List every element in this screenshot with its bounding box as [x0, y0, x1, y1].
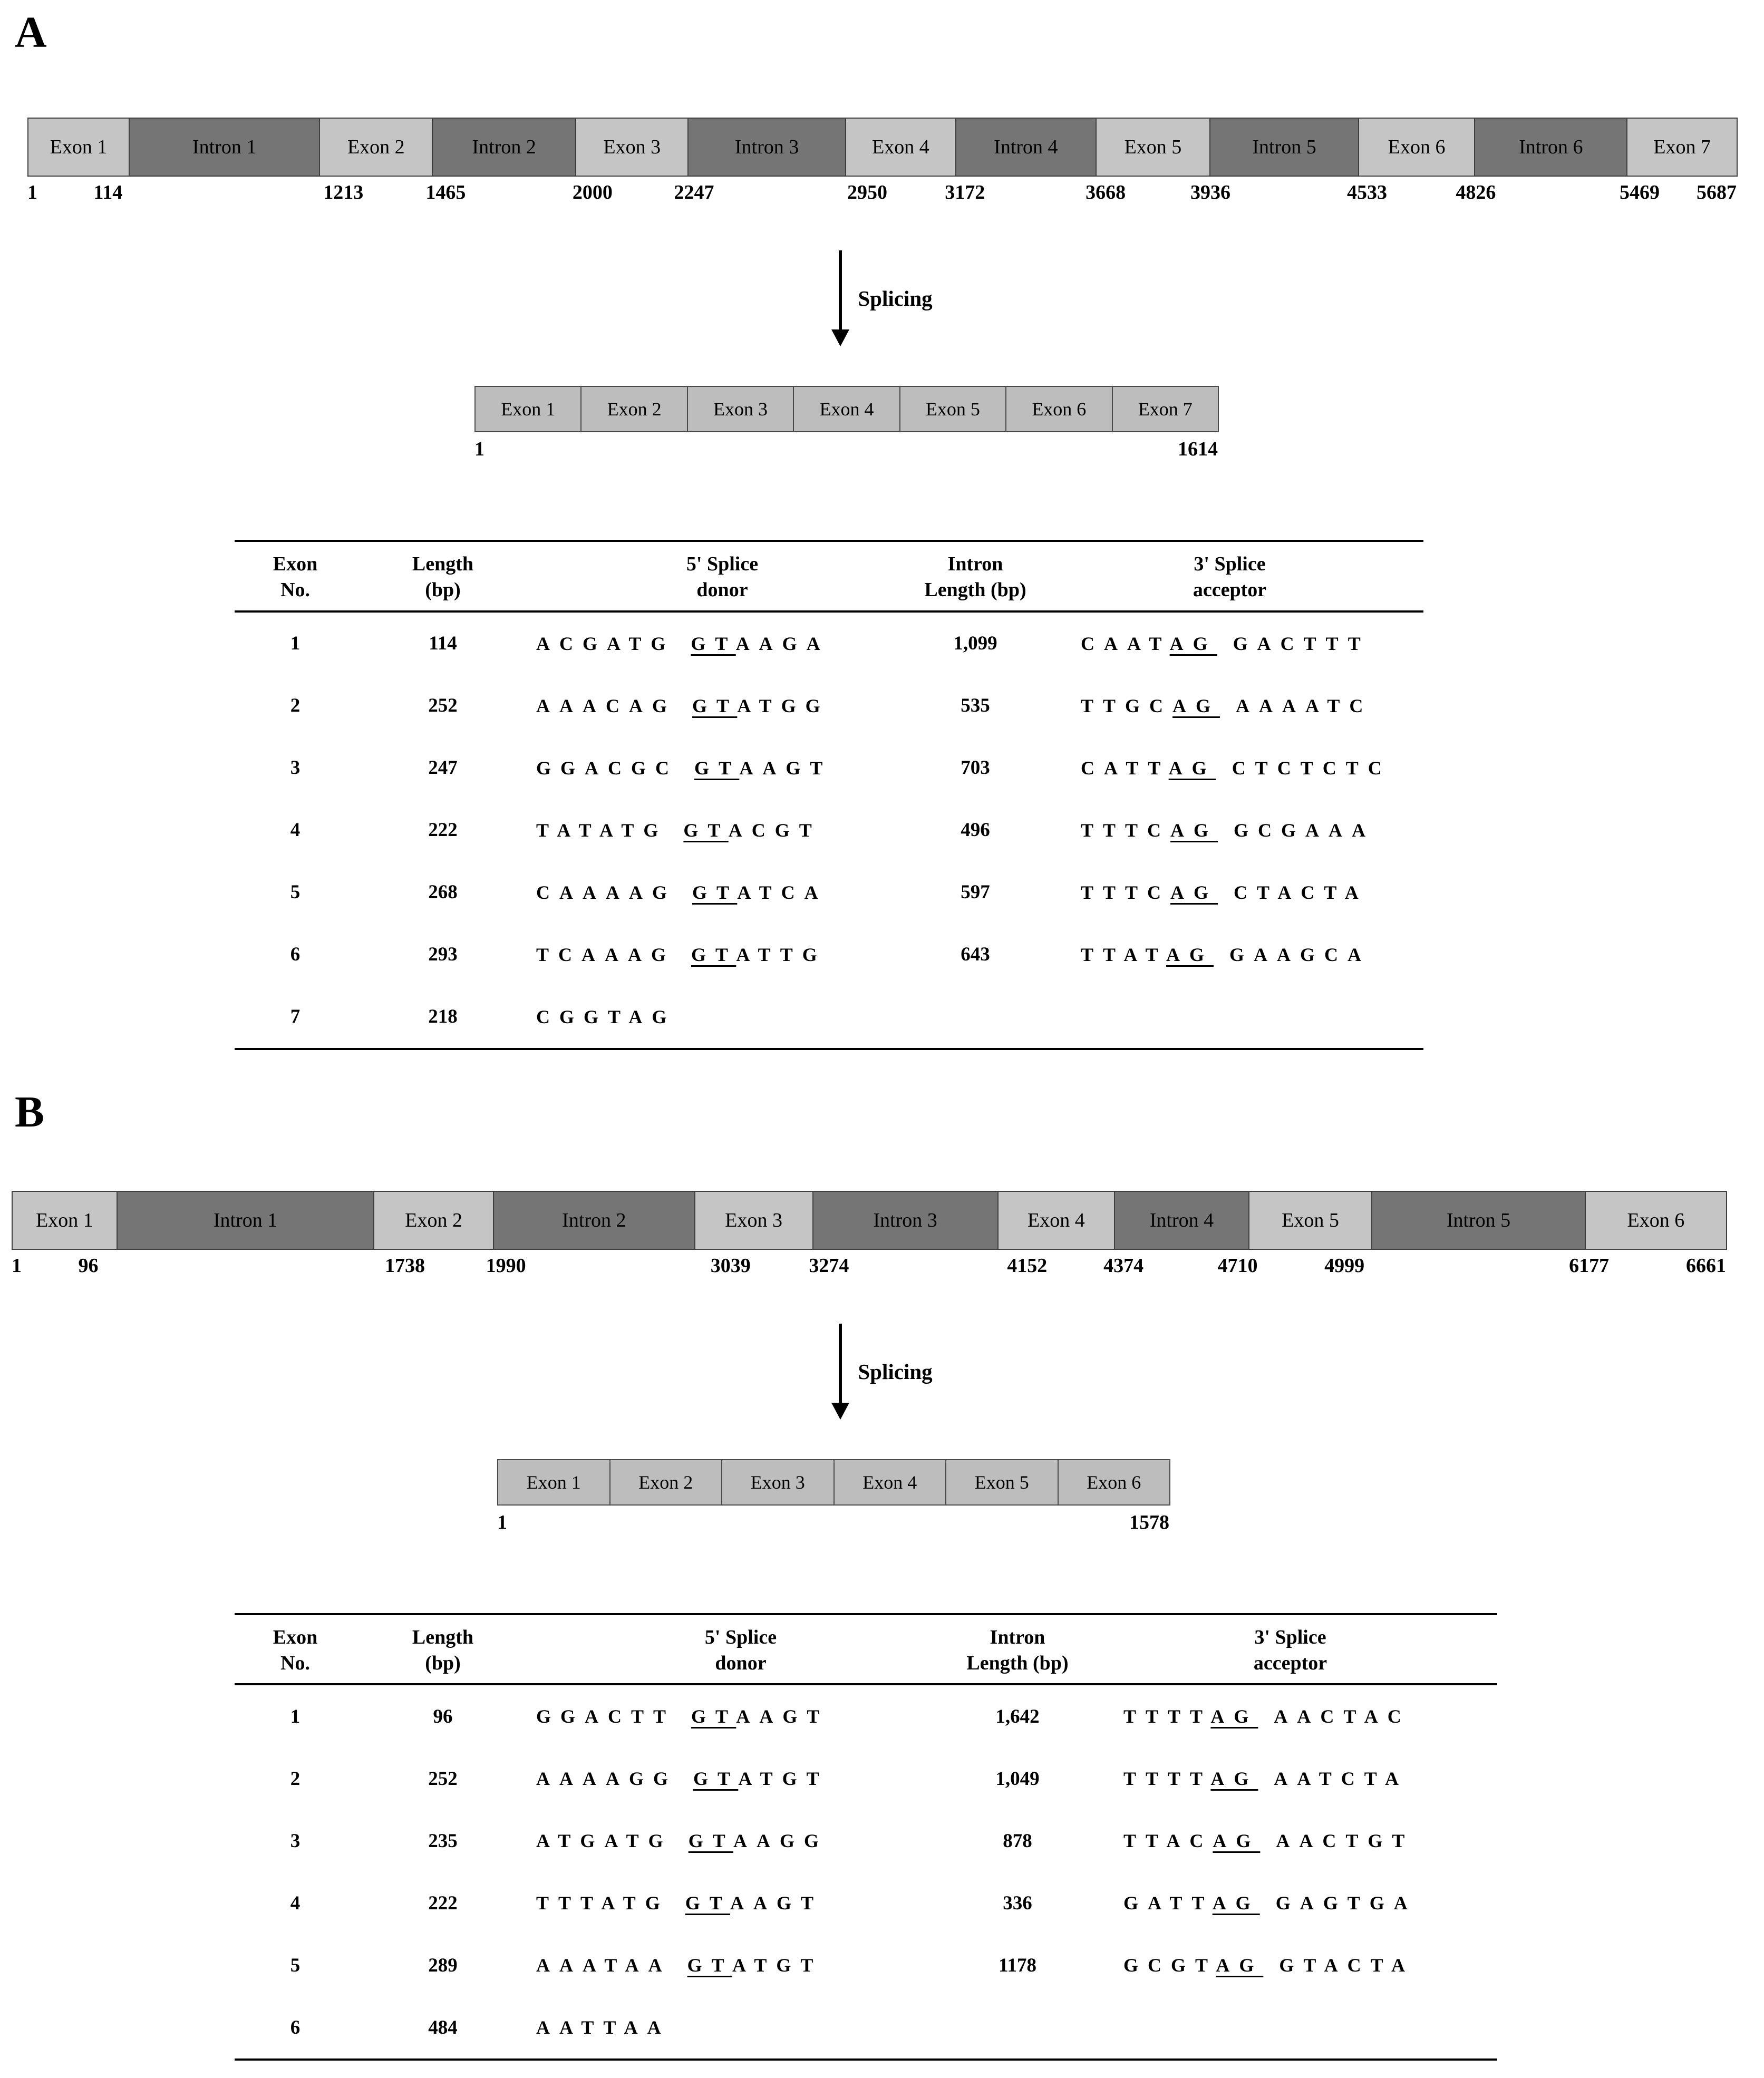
exon-number-cell: 2 — [290, 695, 301, 717]
splicing-label-a: Splicing — [858, 286, 933, 311]
donor-sequence-cell — [530, 944, 915, 966]
splice-site-dinucleotide: AG — [1210, 1768, 1258, 1790]
position-label: 2000 — [572, 181, 613, 204]
sequence-text: GACTTT — [1233, 633, 1370, 654]
sequence-text: TTTT — [1123, 1706, 1211, 1727]
position-label: 1 — [12, 1255, 22, 1277]
intron-length-cell: 703 — [961, 757, 990, 779]
sequence-text: AAGT — [730, 1892, 823, 1914]
column-header-line: 3' Splice — [1194, 553, 1266, 576]
splice-site-dinucleotide: AG — [1212, 1892, 1260, 1914]
arrow-head — [831, 329, 849, 346]
gene-diagram-b — [12, 1191, 1726, 1287]
exon-length-cell: 247 — [428, 757, 458, 779]
sequence-text: GGACGC — [536, 757, 679, 779]
column-header-line: acceptor — [1253, 1652, 1327, 1674]
position-label: 5469 — [1619, 181, 1660, 204]
mrna-diagram-a — [474, 386, 1218, 461]
gene-bar-a — [27, 118, 1737, 177]
splice-site-dinucleotide: GT — [688, 1830, 734, 1852]
splice-site-dinucleotide: GT — [693, 1768, 739, 1790]
exon-length-cell: 293 — [428, 944, 458, 966]
sequence-text: GCGAAA — [1234, 819, 1375, 841]
exon-number-cell: 2 — [290, 1768, 301, 1790]
table-row — [235, 737, 1423, 799]
sequence-text: ACGATG — [536, 633, 675, 654]
exon-length-cell: 484 — [428, 2016, 458, 2038]
table-row — [235, 986, 1423, 1048]
splice-site-dinucleotide: GT — [691, 633, 736, 654]
panel-b-label: B — [15, 1087, 45, 1137]
intron-length-cell: 878 — [1003, 1830, 1032, 1852]
sequence-text: CAAT — [1081, 633, 1170, 654]
intron-length-cell: 643 — [961, 944, 990, 966]
splice-site-dinucleotide: AG — [1172, 695, 1220, 716]
arrow-line — [839, 250, 842, 329]
sequence-text: GAAGCA — [1229, 944, 1371, 965]
gene-segment-intron-3: Intron 3 — [687, 118, 846, 177]
position-label: 1213 — [323, 181, 364, 204]
splice-site-dinucleotide: GT — [685, 1892, 731, 1914]
sequence-text: TTGC — [1081, 695, 1173, 716]
splicing-step-b — [831, 1324, 932, 1420]
position-label: 4533 — [1346, 181, 1387, 204]
splice-site-table-b — [235, 1613, 1497, 2061]
column-header-line: donor — [696, 579, 748, 601]
donor-sequence-cell — [530, 633, 915, 655]
splice-site-dinucleotide: GT — [683, 819, 729, 841]
gene-segment-intron-5: Intron 5 — [1371, 1191, 1586, 1250]
gene-diagram-a — [27, 118, 1737, 213]
mrna-bar-b — [497, 1459, 1169, 1506]
sequence-text: TTAC — [1123, 1830, 1213, 1852]
column-header — [356, 1625, 530, 1676]
exon-number-cell: 3 — [290, 757, 301, 779]
column-header — [530, 1625, 952, 1676]
splice-site-dinucleotide: AG — [1169, 633, 1217, 654]
arrow-down-icon — [831, 250, 849, 346]
column-header-line: 5' Splice — [704, 1626, 777, 1649]
column-header-line: Intron — [990, 1626, 1045, 1649]
acceptor-sequence-cell — [1083, 1892, 1497, 1914]
gene-segment-intron-4: Intron 4 — [1114, 1191, 1249, 1250]
acceptor-sequence-cell — [1083, 1830, 1497, 1852]
column-header-line: 5' Splice — [686, 553, 759, 576]
sequence-text: ATTG — [736, 944, 827, 965]
donor-sequence-cell — [530, 695, 915, 717]
sequence-text: ACGT — [728, 819, 821, 841]
splice-site-table-a — [235, 540, 1423, 1050]
sequence-text: GATT — [1123, 1892, 1213, 1914]
donor-sequence-cell — [530, 757, 915, 779]
position-label: 6661 — [1686, 1255, 1726, 1277]
column-header — [530, 551, 915, 603]
exon-length-cell: 114 — [429, 633, 457, 655]
position-label: 3274 — [809, 1255, 849, 1277]
exon-number-cell: 1 — [290, 633, 301, 655]
splice-site-dinucleotide: AG — [1168, 757, 1216, 779]
exon-number-cell: 5 — [290, 881, 301, 904]
sequence-text: AAGG — [733, 1830, 829, 1852]
intron-length-cell: 1,099 — [953, 633, 997, 655]
splice-site-dinucleotide: AG — [1213, 1830, 1261, 1852]
panel-b — [0, 1088, 1764, 2061]
position-label: 4710 — [1217, 1255, 1258, 1277]
panel-a-label: A — [15, 8, 47, 57]
gene-segment-exon-2: Exon 2 — [319, 118, 433, 177]
gene-segment-exon-5: Exon 5 — [1096, 118, 1211, 177]
table-row — [235, 1747, 1497, 1810]
position-label: 4826 — [1456, 181, 1496, 204]
splice-site-dinucleotide: GT — [687, 1955, 733, 1976]
mrna-end-label-b: 1578 — [1129, 1511, 1169, 1534]
column-header — [915, 551, 1036, 603]
position-label: 96 — [78, 1255, 99, 1277]
exon-length-cell: 235 — [428, 1830, 458, 1852]
position-label: 3172 — [945, 181, 985, 204]
exon-length-cell: 96 — [433, 1705, 453, 1727]
splice-site-dinucleotide: GT — [692, 695, 738, 716]
position-label: 1465 — [425, 181, 466, 204]
exon-length-cell: 289 — [428, 1954, 458, 1976]
gene-segment-exon-7: Exon 7 — [1626, 118, 1738, 177]
acceptor-sequence-cell — [1036, 881, 1423, 904]
intron-length-cell: 1178 — [999, 1954, 1036, 1976]
sequence-text: GGACTT — [536, 1706, 676, 1727]
position-label: 5687 — [1697, 181, 1737, 204]
sequence-text: TTTT — [1123, 1768, 1211, 1790]
gene-segment-exon-1: Exon 1 — [27, 118, 130, 177]
mrna-coordinates-b — [497, 1511, 1169, 1534]
column-header-line: Length — [412, 1626, 474, 1649]
mrna-exon-exon-2: Exon 2 — [609, 1459, 723, 1506]
position-label: 1990 — [486, 1255, 526, 1277]
mrna-exon-exon-4: Exon 4 — [833, 1459, 947, 1506]
column-header-line: Exon — [273, 553, 318, 576]
column-header — [1083, 1625, 1497, 1676]
gene-segment-exon-6: Exon 6 — [1358, 118, 1476, 177]
position-label: 4152 — [1007, 1255, 1048, 1277]
position-label: 6177 — [1569, 1255, 1610, 1277]
table-row — [235, 675, 1423, 737]
gene-segment-exon-2: Exon 2 — [373, 1191, 494, 1250]
exon-length-cell: 218 — [428, 1006, 458, 1028]
gene-positions-a — [27, 180, 1737, 213]
position-label: 3936 — [1190, 181, 1231, 204]
sequence-text: CTCTCTC — [1232, 757, 1391, 779]
arrow-head — [831, 1403, 849, 1420]
sequence-text: AAATAA — [536, 1955, 672, 1976]
position-label: 3039 — [710, 1255, 751, 1277]
position-label: 114 — [93, 181, 123, 204]
donor-sequence-cell — [530, 1768, 952, 1790]
sequence-text: GTACTA — [1279, 1955, 1415, 1976]
sequence-text: ATGATG — [536, 1830, 673, 1852]
splice-site-dinucleotide: AG — [1166, 944, 1214, 965]
panel-a — [0, 8, 1764, 1050]
gene-segment-exon-4: Exon 4 — [997, 1191, 1116, 1250]
arrow-down-icon — [831, 1324, 849, 1420]
sequence-text: GCGT — [1123, 1955, 1216, 1976]
sequence-text: AAAAGG — [536, 1768, 677, 1790]
gene-segment-intron-3: Intron 3 — [812, 1191, 999, 1250]
acceptor-sequence-cell — [1083, 1768, 1497, 1790]
gene-positions-b — [12, 1253, 1726, 1287]
splicing-step-a — [831, 250, 932, 346]
splicing-label-b: Splicing — [858, 1360, 933, 1384]
gene-bar-b — [12, 1191, 1726, 1250]
exon-number-cell: 7 — [290, 1006, 301, 1028]
splice-site-dinucleotide: GT — [692, 881, 738, 903]
splice-site-dinucleotide: GT — [694, 757, 740, 779]
donor-sequence-cell — [530, 881, 915, 904]
gene-segment-exon-5: Exon 5 — [1248, 1191, 1373, 1250]
exon-length-cell: 222 — [428, 1892, 458, 1914]
gene-segment-intron-4: Intron 4 — [955, 118, 1097, 177]
position-label: 3668 — [1085, 181, 1126, 204]
acceptor-sequence-cell — [1083, 1954, 1497, 1976]
mrna-exon-exon-6: Exon 6 — [1058, 1459, 1171, 1506]
intron-length-cell: 1,642 — [995, 1705, 1040, 1727]
column-header — [235, 1625, 356, 1676]
exon-length-cell: 252 — [428, 695, 458, 717]
exon-number-cell: 6 — [290, 2016, 301, 2038]
intron-length-cell: 535 — [961, 695, 990, 717]
splice-site-dinucleotide: AG — [1170, 881, 1218, 903]
sequence-text: ATCA — [737, 881, 828, 903]
column-header — [1036, 551, 1423, 603]
gene-segment-intron-1: Intron 1 — [117, 1191, 374, 1250]
sequence-text: AACTGT — [1276, 1830, 1414, 1852]
mrna-exon-exon-6: Exon 6 — [1005, 386, 1112, 432]
sequence-text: CTACTA — [1234, 881, 1368, 903]
mrna-exon-exon-5: Exon 5 — [945, 1459, 1059, 1506]
sequence-text: CGGTAG — [536, 1006, 676, 1027]
table-row — [235, 1810, 1497, 1872]
table-header-row — [235, 542, 1423, 612]
column-header-line: acceptor — [1193, 579, 1267, 601]
donor-sequence-cell — [530, 1892, 952, 1914]
table-row — [235, 799, 1423, 861]
column-header-line: (bp) — [425, 579, 461, 601]
mrna-exon-exon-1: Exon 1 — [497, 1459, 610, 1506]
gene-segment-intron-1: Intron 1 — [129, 118, 320, 177]
donor-sequence-cell — [530, 2016, 952, 2038]
mrna-exon-exon-4: Exon 4 — [793, 386, 900, 432]
exon-length-cell: 268 — [428, 881, 458, 904]
sequence-text: AAGT — [736, 1706, 829, 1727]
column-header-line: donor — [715, 1652, 767, 1674]
exon-number-cell: 6 — [290, 944, 301, 966]
column-header-line: Exon — [273, 1626, 318, 1649]
mrna-end-label-a: 1614 — [1178, 438, 1218, 461]
mrna-start-label-b: 1 — [497, 1511, 507, 1534]
table-row — [235, 1685, 1497, 1747]
position-label: 4374 — [1103, 1255, 1144, 1277]
sequence-text: AATCTA — [1274, 1768, 1409, 1790]
sequence-text: GAGTGA — [1275, 1892, 1417, 1914]
table-row — [235, 1934, 1497, 1996]
gene-segment-intron-2: Intron 2 — [432, 118, 576, 177]
acceptor-sequence-cell — [1036, 819, 1423, 841]
column-header-line: No. — [280, 579, 310, 601]
column-header-line: Length (bp) — [966, 1652, 1069, 1674]
splice-site-dinucleotide: AG — [1210, 1706, 1258, 1727]
column-header — [952, 1625, 1083, 1676]
table-row — [235, 861, 1423, 924]
mrna-bar-a — [474, 386, 1218, 432]
position-label: 1 — [27, 181, 37, 204]
acceptor-sequence-cell — [1083, 1705, 1497, 1727]
column-header — [356, 551, 530, 603]
exon-length-cell: 222 — [428, 819, 458, 841]
exon-number-cell: 3 — [290, 1830, 301, 1852]
gene-segment-intron-6: Intron 6 — [1474, 118, 1627, 177]
sequence-text: TTTC — [1081, 819, 1171, 841]
column-header-line: 3' Splice — [1254, 1626, 1326, 1649]
mrna-diagram-b — [497, 1459, 1169, 1534]
exon-number-cell: 5 — [290, 1954, 301, 1976]
sequence-text: ATGT — [738, 1768, 829, 1790]
column-header-line: Length — [412, 553, 474, 576]
mrna-exon-exon-2: Exon 2 — [580, 386, 687, 432]
intron-length-cell: 496 — [961, 819, 990, 841]
gene-segment-exon-3: Exon 3 — [575, 118, 689, 177]
sequence-text: AATTAA — [536, 2017, 671, 2038]
table-row — [235, 1996, 1497, 2058]
exon-number-cell: 1 — [290, 1705, 301, 1727]
mrna-exon-exon-3: Exon 3 — [687, 386, 794, 432]
donor-sequence-cell — [530, 1705, 952, 1727]
donor-sequence-cell — [530, 1006, 915, 1028]
column-header-line: Length (bp) — [924, 579, 1026, 601]
intron-length-cell: 1,049 — [995, 1768, 1040, 1790]
gene-segment-exon-1: Exon 1 — [12, 1191, 118, 1250]
mrna-exon-exon-7: Exon 7 — [1112, 386, 1219, 432]
position-label: 1738 — [384, 1255, 425, 1277]
column-header-line: No. — [280, 1652, 310, 1674]
exon-number-cell: 4 — [290, 1892, 301, 1914]
table-row — [235, 1872, 1497, 1934]
position-label: 2247 — [674, 181, 714, 204]
sequence-text: CAAAAG — [536, 881, 676, 903]
sequence-text: AACTAC — [1274, 1706, 1411, 1727]
mrna-exon-exon-3: Exon 3 — [721, 1459, 835, 1506]
gene-segment-intron-5: Intron 5 — [1209, 118, 1359, 177]
acceptor-sequence-cell — [1036, 757, 1423, 779]
intron-length-cell: 597 — [961, 881, 990, 904]
mrna-coordinates-a — [474, 438, 1218, 461]
sequence-text: ATGT — [732, 1955, 823, 1976]
arrow-line — [839, 1324, 842, 1403]
donor-sequence-cell — [530, 1830, 952, 1852]
donor-sequence-cell — [530, 1954, 952, 1976]
table-header-row — [235, 1615, 1497, 1685]
gene-segment-exon-3: Exon 3 — [694, 1191, 813, 1250]
sequence-text: ATGG — [737, 695, 830, 716]
column-header-line: Intron — [947, 553, 1003, 576]
splice-site-dinucleotide: AG — [1216, 1955, 1264, 1976]
splice-site-dinucleotide: AG — [1170, 819, 1218, 841]
position-label: 4999 — [1324, 1255, 1365, 1277]
exon-number-cell: 4 — [290, 819, 301, 841]
sequence-text: AAAATC — [1236, 695, 1373, 716]
acceptor-sequence-cell — [1036, 695, 1423, 717]
table-row — [235, 924, 1423, 986]
exon-length-cell: 252 — [428, 1768, 458, 1790]
column-header-line: (bp) — [425, 1652, 461, 1674]
sequence-text: TTTC — [1081, 881, 1171, 903]
sequence-text: AAGT — [739, 757, 832, 779]
gene-segment-exon-4: Exon 4 — [845, 118, 956, 177]
sequence-text: AAACAG — [536, 695, 676, 716]
sequence-text: TATATG — [536, 819, 668, 841]
sequence-text: CATT — [1081, 757, 1169, 779]
sequence-text: TCAAAG — [536, 944, 676, 965]
donor-sequence-cell — [530, 819, 915, 841]
splice-site-dinucleotide: GT — [691, 1706, 736, 1727]
acceptor-sequence-cell — [1036, 633, 1423, 655]
mrna-exon-exon-5: Exon 5 — [899, 386, 1006, 432]
acceptor-sequence-cell — [1036, 944, 1423, 966]
sequence-text: TTTATG — [536, 1892, 670, 1914]
mrna-start-label-a: 1 — [474, 438, 484, 461]
mrna-exon-exon-1: Exon 1 — [474, 386, 581, 432]
sequence-text: TTAT — [1081, 944, 1167, 965]
table-row — [235, 613, 1423, 675]
splice-site-dinucleotide: GT — [691, 944, 736, 965]
position-label: 2950 — [847, 181, 887, 204]
column-header — [235, 551, 356, 603]
gene-segment-exon-6: Exon 6 — [1585, 1191, 1727, 1250]
gene-segment-intron-2: Intron 2 — [493, 1191, 695, 1250]
sequence-text: AAGA — [735, 633, 830, 654]
intron-length-cell: 336 — [1003, 1892, 1032, 1914]
